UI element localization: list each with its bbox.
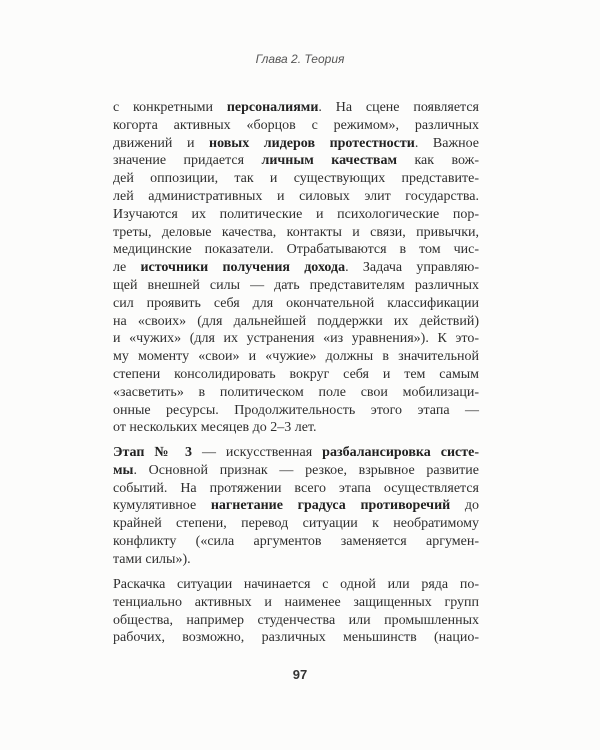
text-segment: крайней степени, перевод ситуации к необратимому xyxy=(113,516,479,532)
text-line xyxy=(113,295,479,313)
text-segment: Раскачка ситуации начинается с одной или ряда по- xyxy=(113,577,479,592)
text-segment: с конкретными xyxy=(113,100,227,115)
text-line xyxy=(113,241,479,259)
text-segment: значение придается xyxy=(113,153,262,169)
text-line xyxy=(113,480,479,498)
text-line xyxy=(113,419,479,437)
text-line xyxy=(113,629,479,647)
text-segment: тенциально активных и наименее защищенных групп xyxy=(113,594,479,610)
text-segment: и «чужих» (для их устранения «из уравнения»). К это- xyxy=(113,331,479,347)
text-line xyxy=(113,384,479,402)
text-line xyxy=(113,224,479,242)
bold-text: нагнетание градуса противоречий xyxy=(210,498,451,514)
text-segment: дей оппозиции, так и существующих представите- xyxy=(113,171,479,187)
text-line xyxy=(113,117,479,135)
bold-text: разбалансировка систе- xyxy=(322,445,479,460)
text-line xyxy=(113,188,479,206)
text-line xyxy=(113,533,479,551)
text-segment: . Задача управляю- xyxy=(345,260,480,276)
text-segment: . Важное xyxy=(414,135,479,151)
text-segment: треты, деловые качества, контакты и связи, привычки, xyxy=(113,224,479,240)
text-line xyxy=(113,170,479,188)
bold-text: источники получения дохода xyxy=(140,260,346,276)
text-line xyxy=(113,313,479,331)
text-segment: . Основной признак — резкое, взрывное развитие xyxy=(133,462,479,478)
text-segment: до xyxy=(450,498,480,514)
text-line xyxy=(113,348,479,366)
text-segment: щей внешней силы — дать представителям различных xyxy=(113,277,479,293)
text-line xyxy=(113,444,479,462)
text-segment: рабочих, возможно, различных меньшинств (нацио- xyxy=(113,630,479,646)
running-header: Глава 2. Теория xyxy=(255,52,345,66)
text-line xyxy=(113,135,479,153)
text-line xyxy=(113,277,479,295)
bold-text: персоналиями xyxy=(226,100,319,115)
bold-text: новых лидеров протестности xyxy=(209,135,415,151)
text-segment: событий. На протяжении всего этапа осуществляется xyxy=(113,480,479,496)
text-line xyxy=(113,330,479,348)
text-segment: конфликту («сила аргументов заменяется аргумен- xyxy=(113,533,479,549)
bold-text: Этап № 3 xyxy=(113,445,192,460)
bold-text: мы xyxy=(113,462,134,478)
text-line xyxy=(113,612,479,630)
text-segment: движений и xyxy=(113,135,210,151)
text-segment: степени консолидировать вокруг себя и тем самым xyxy=(113,366,479,382)
text-segment: му моменту «свои» и «чужие» должны в значительной xyxy=(113,349,479,365)
text-line xyxy=(113,497,479,515)
text-segment: Изучаются их политические и психологические пор- xyxy=(113,206,479,222)
text-segment: когорта активных «борцов с режимом», различных xyxy=(113,117,479,133)
text-segment: кумулятивное xyxy=(113,498,211,514)
paragraph-3 xyxy=(113,576,479,647)
text-segment: медицинские показатели. Отрабатываются в том чис- xyxy=(113,242,479,258)
text-line xyxy=(113,594,479,612)
text-line xyxy=(113,206,479,224)
paragraph-2 xyxy=(113,444,479,569)
text-segment: общества, например студенчества или промышленных xyxy=(113,612,479,628)
text-line xyxy=(113,99,479,117)
text-line xyxy=(113,152,479,170)
text-segment: на «своих» (для дальнейшей поддержки их действий) xyxy=(113,313,479,329)
paragraph-1 xyxy=(113,99,479,437)
text-segment: онные ресурсы. Продолжительность этого этапа — xyxy=(113,402,479,418)
text-line xyxy=(113,515,479,533)
text-segment: ле xyxy=(113,260,141,276)
text-line xyxy=(113,462,479,480)
text-segment: тами силы»). xyxy=(113,551,191,567)
text-line xyxy=(113,259,479,277)
text-segment: «засветить» в политическом поле свои мобилизаци- xyxy=(113,384,479,400)
text-line xyxy=(113,402,479,420)
text-segment: от нескольких месяцев до 2–3 лет. xyxy=(113,420,317,436)
text-line xyxy=(113,366,479,384)
text-line xyxy=(113,551,479,569)
text-segment: как вож- xyxy=(397,153,480,169)
text-segment: — искусственная xyxy=(191,445,323,460)
text-line xyxy=(113,576,479,594)
text-segment: . На сцене появляется xyxy=(318,100,479,115)
text-segment: лей административных и силовых элит государства. xyxy=(113,188,479,204)
page-number: 97 xyxy=(292,667,308,682)
text-segment: сил проявить себя для окончательной классификации xyxy=(113,295,479,311)
bold-text: личным качествам xyxy=(261,153,398,169)
